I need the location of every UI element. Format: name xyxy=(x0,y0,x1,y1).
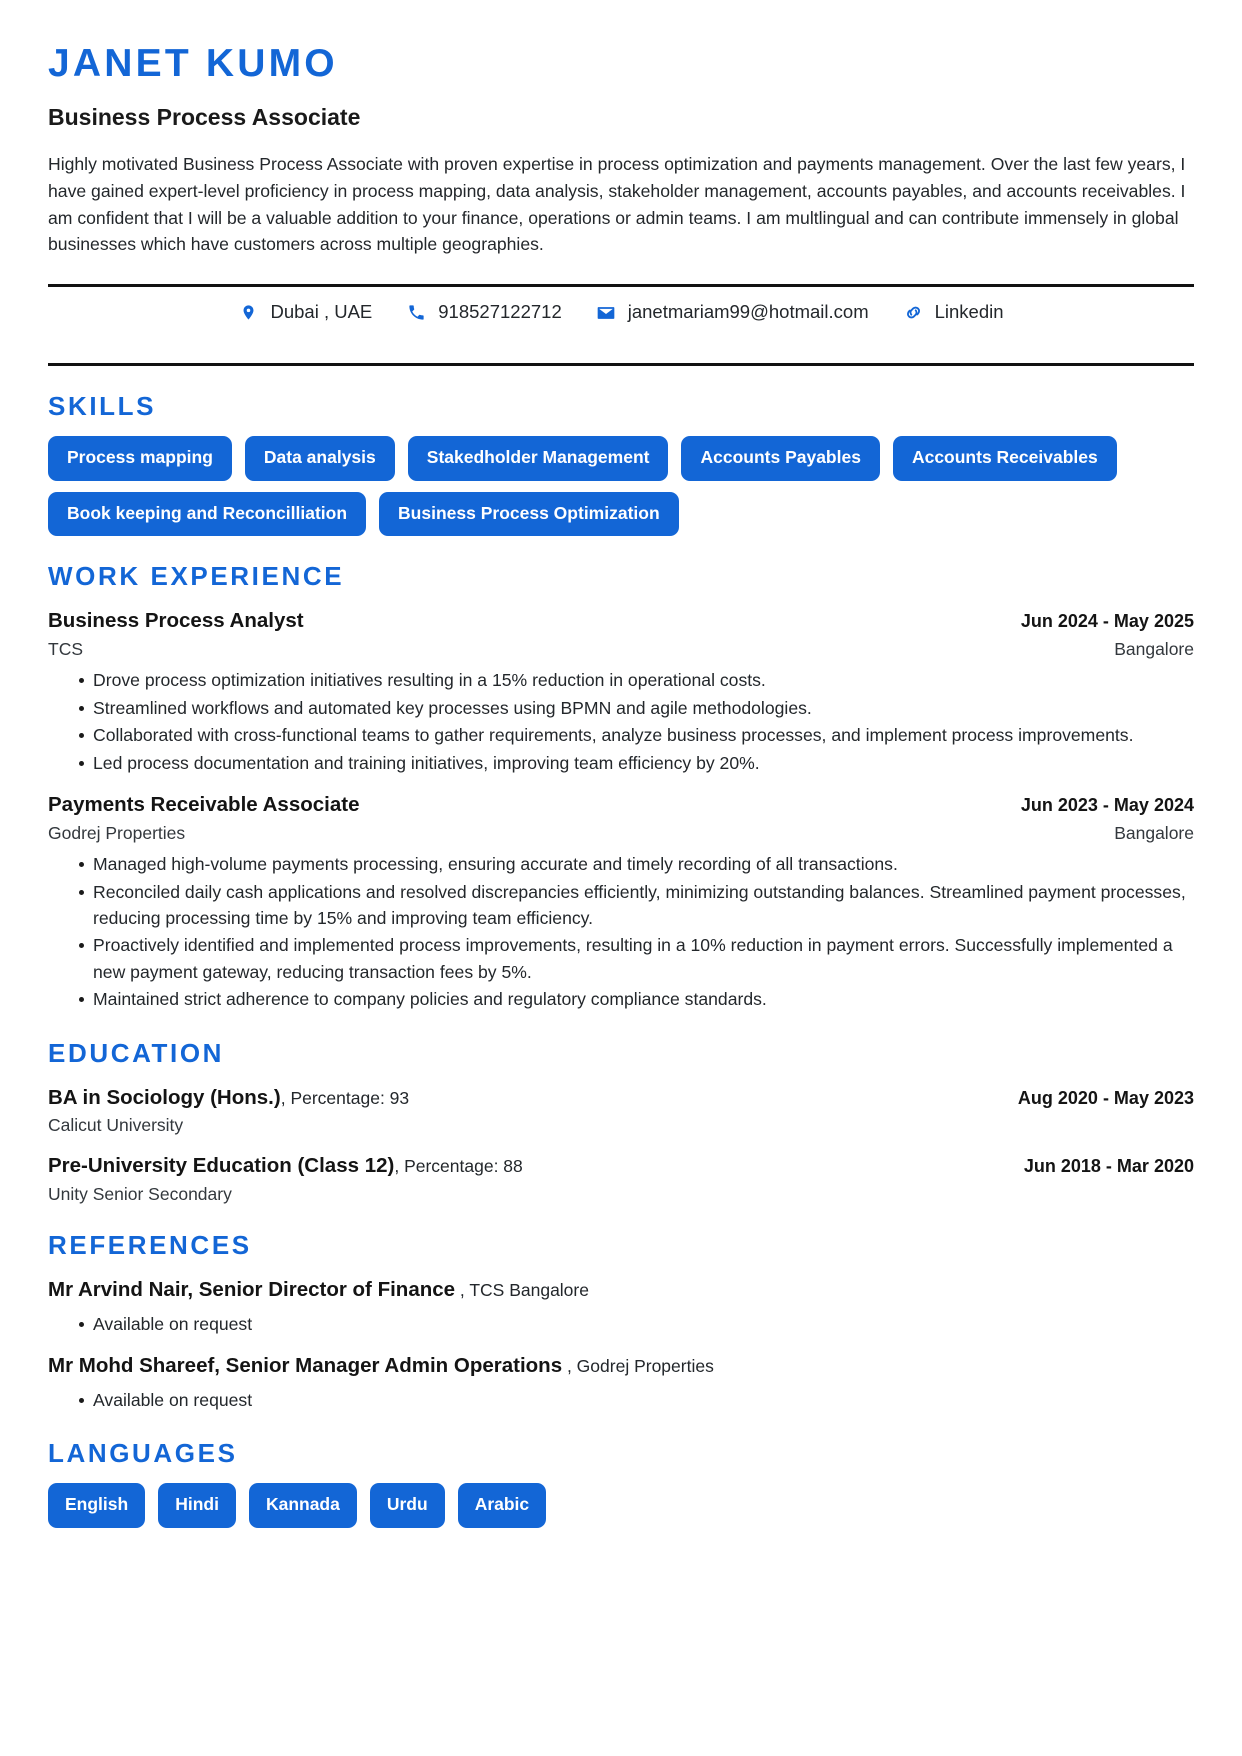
resume-header xyxy=(48,42,1194,258)
language-chip[interactable]: Hindi xyxy=(158,1483,236,1528)
language-chip[interactable]: English xyxy=(48,1483,145,1528)
job-location: Bangalore xyxy=(1114,638,1194,659)
contact-phone[interactable] xyxy=(406,302,561,323)
job-company: Godrej Properties xyxy=(48,822,186,843)
skill-chip[interactable]: Accounts Receivables xyxy=(893,436,1117,481)
education-degree: Pre-University Education (Class 12) xyxy=(48,1153,395,1177)
skill-chip[interactable]: Accounts Payables xyxy=(681,436,879,481)
education-dates: Jun 2018 - Mar 2020 xyxy=(1023,1155,1194,1176)
job-title: Payments Receivable Associate xyxy=(48,792,360,816)
job-dates: Jun 2024 - May 2025 xyxy=(1020,610,1194,631)
header-divider-bottom xyxy=(48,363,1194,366)
section-references xyxy=(48,1231,1194,1413)
contact-email-text: janetmariam99@hotmail.com xyxy=(627,301,869,323)
envelope-icon xyxy=(596,302,617,323)
work-entry-head xyxy=(48,608,1194,634)
section-title-languages: LANGUAGES xyxy=(48,1438,238,1469)
education-entry-sub xyxy=(48,1183,1194,1206)
candidate-name: JANET KUMO xyxy=(48,42,338,85)
skill-chip[interactable]: Stakedholder Management xyxy=(408,436,669,481)
job-achievement-item: Streamlined workflows and automated key processes using BPMN and agile methodologies. xyxy=(79,695,1194,721)
skill-chip[interactable]: Book keeping and Reconcilliation xyxy=(48,492,366,537)
section-title-references: REFERENCES xyxy=(48,1230,252,1261)
link-icon xyxy=(903,302,924,323)
education-school: Calicut University xyxy=(48,1115,184,1136)
education-degree: BA in Sociology (Hons.) xyxy=(48,1085,281,1109)
job-achievement-item: Collaborated with cross-functional teams to gather requirements, analyze business processes, and implement process improvements. xyxy=(79,722,1194,748)
reference-heading xyxy=(48,1277,1194,1304)
phone-icon xyxy=(406,302,427,323)
skill-chip[interactable]: Process mapping xyxy=(48,436,232,481)
section-title-work-experience: WORK EXPERIENCE xyxy=(48,561,345,592)
section-title-education: EDUCATION xyxy=(48,1037,225,1068)
work-entry-sub xyxy=(48,638,1194,661)
education-entry xyxy=(48,1153,1194,1205)
skills-chip-list xyxy=(48,436,1194,536)
work-entry-sub xyxy=(48,822,1194,845)
contact-linkedin[interactable] xyxy=(903,302,1004,323)
job-dates: Jun 2023 - May 2024 xyxy=(1020,794,1194,815)
reference-company: , TCS Bangalore xyxy=(455,1280,589,1301)
section-title-skills: SKILLS xyxy=(48,391,157,422)
section-skills xyxy=(48,392,1194,536)
reference-name: Mr Arvind Nair, Senior Director of Finance xyxy=(48,1278,456,1302)
work-entry xyxy=(48,608,1194,776)
education-entry-head xyxy=(48,1153,1194,1179)
job-location: Bangalore xyxy=(1114,822,1194,843)
section-education xyxy=(48,1039,1194,1206)
work-entry xyxy=(48,792,1194,1013)
language-chip[interactable]: Urdu xyxy=(370,1483,445,1528)
job-title: Business Process Analyst xyxy=(48,608,304,632)
education-degree-line xyxy=(48,1085,409,1111)
education-entry xyxy=(48,1085,1194,1137)
language-chip[interactable]: Kannada xyxy=(249,1483,357,1528)
professional-summary: Highly motivated Business Process Associate with proven expertise in process optimization and payments management. Over the last few years, I have gained expert-level proficiency in process mapping, data analysis, stakeholder management, accounts payables, and accounts receivables. I am confident that I will be a valuable addition to your finance, operations or admin teams. I am multlingual and can contribute immensely in global businesses which have customers across multiple geographies. xyxy=(48,154,1186,255)
education-percentage: , Percentage: 93 xyxy=(280,1087,410,1108)
reference-notes xyxy=(48,1387,1194,1413)
reference-entry xyxy=(48,1277,1194,1337)
languages-chip-list xyxy=(48,1483,1194,1528)
language-chip[interactable]: Arabic xyxy=(458,1483,546,1528)
location-pin-icon xyxy=(238,302,259,323)
skill-chip[interactable]: Business Process Optimization xyxy=(379,492,679,537)
skill-chip[interactable]: Data analysis xyxy=(245,436,395,481)
contact-phone-text: 918527122712 xyxy=(438,301,562,323)
section-work-experience xyxy=(48,562,1194,1013)
section-languages xyxy=(48,1439,1194,1527)
education-degree-line xyxy=(48,1153,523,1179)
education-percentage: , Percentage: 88 xyxy=(394,1155,523,1176)
contact-email[interactable] xyxy=(596,302,869,323)
reference-entry xyxy=(48,1353,1194,1413)
education-dates: Aug 2020 - May 2023 xyxy=(1017,1087,1194,1108)
reference-name: Mr Mohd Shareef, Senior Manager Admin Operations xyxy=(48,1354,563,1378)
contact-location-text: Dubai , UAE xyxy=(270,301,373,323)
candidate-headline: Business Process Associate xyxy=(48,103,361,130)
job-achievement-item: Maintained strict adherence to company policies and regulatory compliance standards. xyxy=(79,986,1194,1012)
work-entry-head xyxy=(48,792,1194,818)
job-achievement-item: Drove process optimization initiatives resulting in a 15% reduction in operational costs. xyxy=(79,667,1194,693)
job-achievement-item: Proactively identified and implemented process improvements, resulting in a 10% reduction in payment errors. Successfully implemented a new payment gateway, reducing transaction fees by 5%. xyxy=(79,932,1194,985)
reference-company: , Godrej Properties xyxy=(562,1356,714,1377)
job-achievement-item: Managed high-volume payments processing, ensuring accurate and timely recording of all transactions. xyxy=(79,851,1194,877)
contact-location[interactable] xyxy=(238,302,372,323)
job-achievements xyxy=(48,667,1194,776)
job-achievements xyxy=(48,851,1194,1012)
reference-note-item: Available on request xyxy=(79,1311,1194,1337)
education-entry-head xyxy=(48,1085,1194,1111)
contact-linkedin-text: Linkedin xyxy=(934,301,1004,323)
reference-heading xyxy=(48,1353,1194,1380)
education-entry-sub xyxy=(48,1114,1194,1137)
reference-notes xyxy=(48,1311,1194,1337)
reference-note-item: Available on request xyxy=(79,1387,1194,1413)
job-achievement-item: Led process documentation and training initiatives, improving team efficiency by 20%. xyxy=(79,750,1194,776)
contact-bar xyxy=(48,287,1194,337)
job-company: TCS xyxy=(48,638,83,659)
job-achievement-item: Reconciled daily cash applications and resolved discrepancies efficiently, minimizing outstanding balances. Streamlined payment processes, reducing processing time by 15% and improving team efficiency. xyxy=(79,879,1194,932)
education-school: Unity Senior Secondary xyxy=(48,1183,232,1204)
